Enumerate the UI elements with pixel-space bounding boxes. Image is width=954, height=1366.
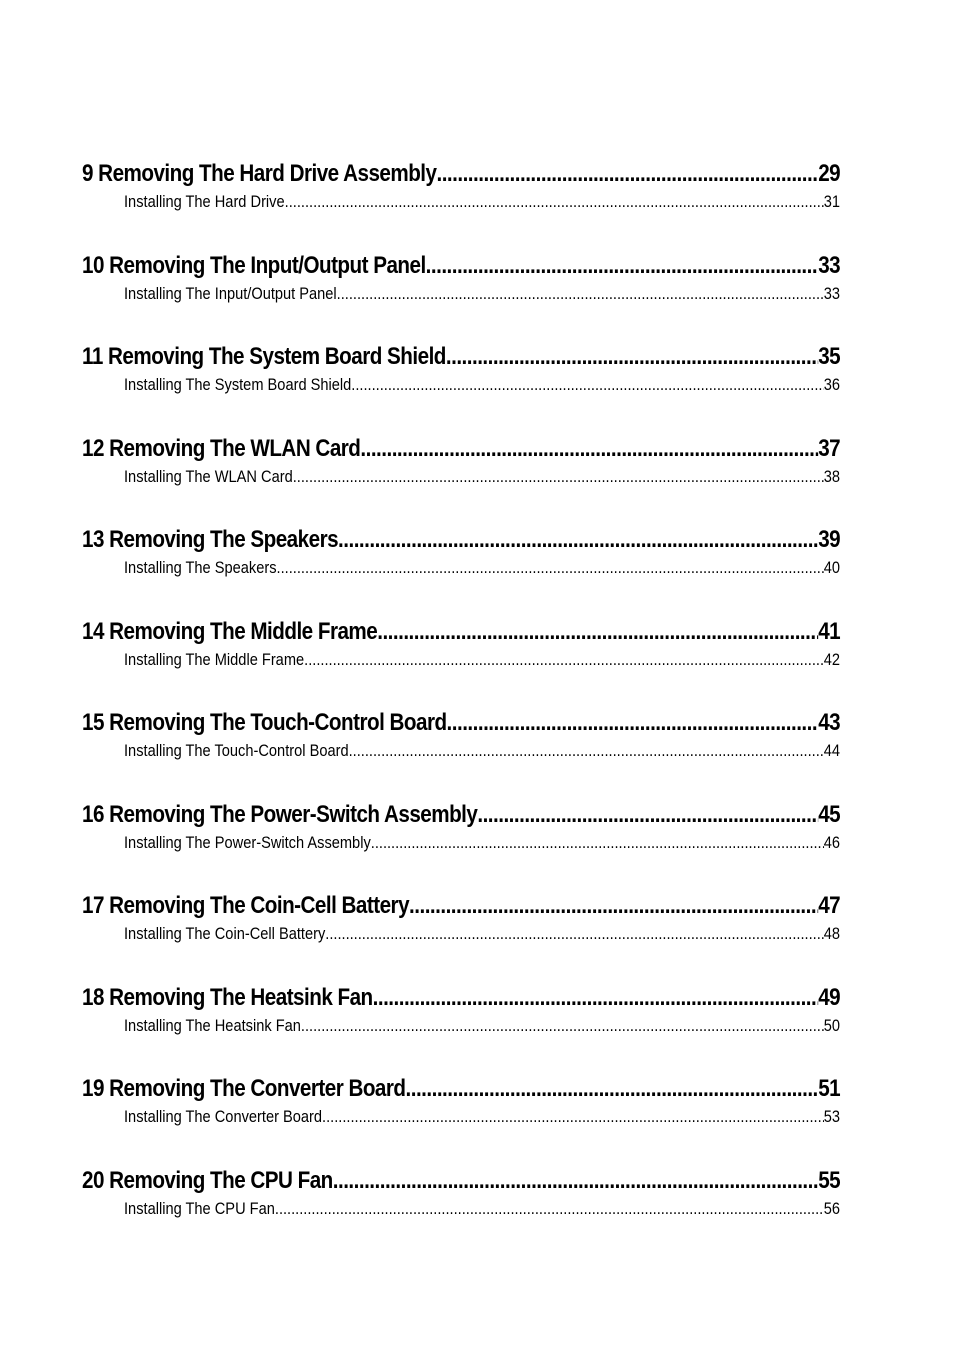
toc-entry-title: 10 Removing The Input/Output Panel (82, 251, 426, 279)
toc-entry-title: 16 Removing The Power-Switch Assembly (82, 800, 478, 828)
toc-subentry-page: 48 (823, 924, 840, 943)
toc-subentry-page: 53 (823, 1107, 840, 1126)
toc-subentry-title: Installing The Coin-Cell Battery (124, 924, 326, 943)
toc-entry-page: 39 (818, 526, 841, 553)
toc-entry-page: 29 (818, 160, 841, 187)
toc-entry-title: 12 Removing The WLAN Card (82, 434, 361, 462)
toc-chapter-16 (82, 799, 840, 891)
toc-chapter-9 (82, 158, 840, 250)
toc-subentry-title: Installing The System Board Shield (124, 375, 352, 394)
toc-subentry[interactable] (124, 1198, 840, 1220)
toc-entry-title: 9 Removing The Hard Drive Assembly (82, 160, 437, 187)
leader-dots (349, 740, 824, 762)
toc-subentry-page: 50 (823, 1015, 840, 1035)
leader-dots (325, 923, 823, 945)
leader-dots (436, 158, 818, 190)
toc-entry-page: 35 (818, 343, 841, 370)
toc-chapter-12 (82, 433, 840, 525)
toc-entry-page: 45 (818, 800, 841, 828)
toc-subentry-title: Installing The Heatsink Fan (124, 1015, 301, 1035)
toc-entry-title: 17 Removing The Coin-Cell Battery (82, 892, 410, 919)
toc-entry-page: 55 (818, 1166, 841, 1194)
leader-dots (338, 524, 818, 556)
toc-entry-title: 13 Removing The Speakers (82, 526, 339, 553)
toc-subentry-page: 31 (823, 192, 840, 211)
toc-entry-title: 15 Removing The Touch-Control Board (82, 709, 447, 736)
toc-subentry-page: 33 (823, 283, 840, 303)
toc-subentry[interactable] (124, 191, 840, 213)
leader-dots (409, 890, 818, 922)
toc-subentry[interactable] (124, 923, 840, 945)
toc-subentry-title: Installing The CPU Fan (124, 1198, 275, 1218)
toc-entry[interactable] (82, 250, 840, 282)
toc-chapter-18 (82, 982, 840, 1074)
toc-entry-page: 51 (818, 1075, 841, 1102)
toc-chapter-11 (82, 341, 840, 433)
toc-entry-page: 47 (818, 892, 841, 919)
toc-subentry-title: Installing The Input/Output Panel (124, 283, 337, 303)
leader-dots (304, 649, 824, 671)
toc-entry[interactable] (82, 158, 840, 190)
toc-entry[interactable] (82, 616, 840, 648)
toc-subentry-page: 42 (823, 649, 840, 669)
toc-subentry-title: Installing The Middle Frame (124, 649, 305, 669)
leader-dots (322, 1106, 824, 1128)
toc-chapter-15 (82, 707, 840, 799)
leader-dots (371, 832, 824, 854)
toc-entry[interactable] (82, 707, 840, 739)
toc-chapter-13 (82, 524, 840, 616)
toc-entry[interactable] (82, 1073, 840, 1105)
toc-entry-page: 41 (818, 617, 841, 645)
toc-subentry-page: 40 (823, 558, 840, 577)
toc-entry[interactable] (82, 1165, 840, 1197)
toc-entry[interactable] (82, 982, 840, 1014)
toc-subentry[interactable] (124, 832, 840, 854)
toc-subentry[interactable] (124, 283, 840, 305)
toc-entry-page: 37 (818, 434, 841, 462)
toc-subentry-page: 38 (823, 466, 840, 486)
leader-dots (477, 799, 818, 831)
toc-chapter-20 (82, 1165, 840, 1257)
toc-entry[interactable] (82, 524, 840, 556)
leader-dots (337, 283, 824, 305)
toc-entry[interactable] (82, 799, 840, 831)
toc-subentry[interactable] (124, 466, 840, 488)
leader-dots (301, 1015, 824, 1037)
toc-entry-title: 14 Removing The Middle Frame (82, 617, 378, 645)
toc-entry-title: 20 Removing The CPU Fan (82, 1166, 333, 1194)
leader-dots (275, 1198, 824, 1220)
leader-dots (447, 707, 819, 739)
toc-chapter-14 (82, 616, 840, 708)
toc-chapter-10 (82, 250, 840, 342)
toc-subentry[interactable] (124, 1015, 840, 1037)
toc-subentry-page: 36 (823, 375, 840, 394)
toc-subentry-title: Installing The WLAN Card (124, 466, 293, 486)
toc-subentry-title: Installing The Power-Switch Assembly (124, 832, 371, 852)
toc-entry[interactable] (82, 890, 840, 922)
toc-subentry-title: Installing The Touch-Control Board (124, 741, 349, 760)
toc-entry-title: 11 Removing The System Board Shield (82, 343, 446, 370)
toc-chapter-17 (82, 890, 840, 982)
leader-dots (360, 433, 818, 465)
toc-subentry[interactable] (124, 740, 840, 762)
leader-dots (406, 1073, 819, 1105)
table-of-contents (82, 158, 840, 1256)
toc-subentry-title: Installing The Converter Board (124, 1107, 323, 1126)
toc-subentry[interactable] (124, 1106, 840, 1128)
toc-subentry[interactable] (124, 649, 840, 671)
toc-chapter-19 (82, 1073, 840, 1165)
toc-subentry-title: Installing The Speakers (124, 558, 277, 577)
leader-dots (285, 191, 824, 213)
toc-entry[interactable] (82, 433, 840, 465)
toc-subentry[interactable] (124, 557, 840, 579)
leader-dots (333, 1165, 818, 1197)
toc-subentry-page: 46 (823, 832, 840, 852)
leader-dots (351, 374, 823, 396)
leader-dots (293, 466, 824, 488)
toc-entry-page: 43 (818, 709, 841, 736)
leader-dots (277, 557, 824, 579)
leader-dots (377, 616, 818, 648)
toc-entry-page: 33 (818, 251, 841, 279)
toc-subentry-page: 56 (823, 1198, 840, 1218)
leader-dots (373, 982, 819, 1014)
toc-subentry[interactable] (124, 374, 840, 396)
toc-entry-title: 19 Removing The Converter Board (82, 1075, 406, 1102)
leader-dots (446, 341, 818, 373)
toc-entry-title: 18 Removing The Heatsink Fan (82, 983, 373, 1011)
toc-subentry-page: 44 (823, 741, 840, 760)
toc-entry[interactable] (82, 341, 840, 373)
toc-subentry-title: Installing The Hard Drive (124, 192, 285, 211)
leader-dots (426, 250, 819, 282)
toc-entry-page: 49 (818, 983, 841, 1011)
